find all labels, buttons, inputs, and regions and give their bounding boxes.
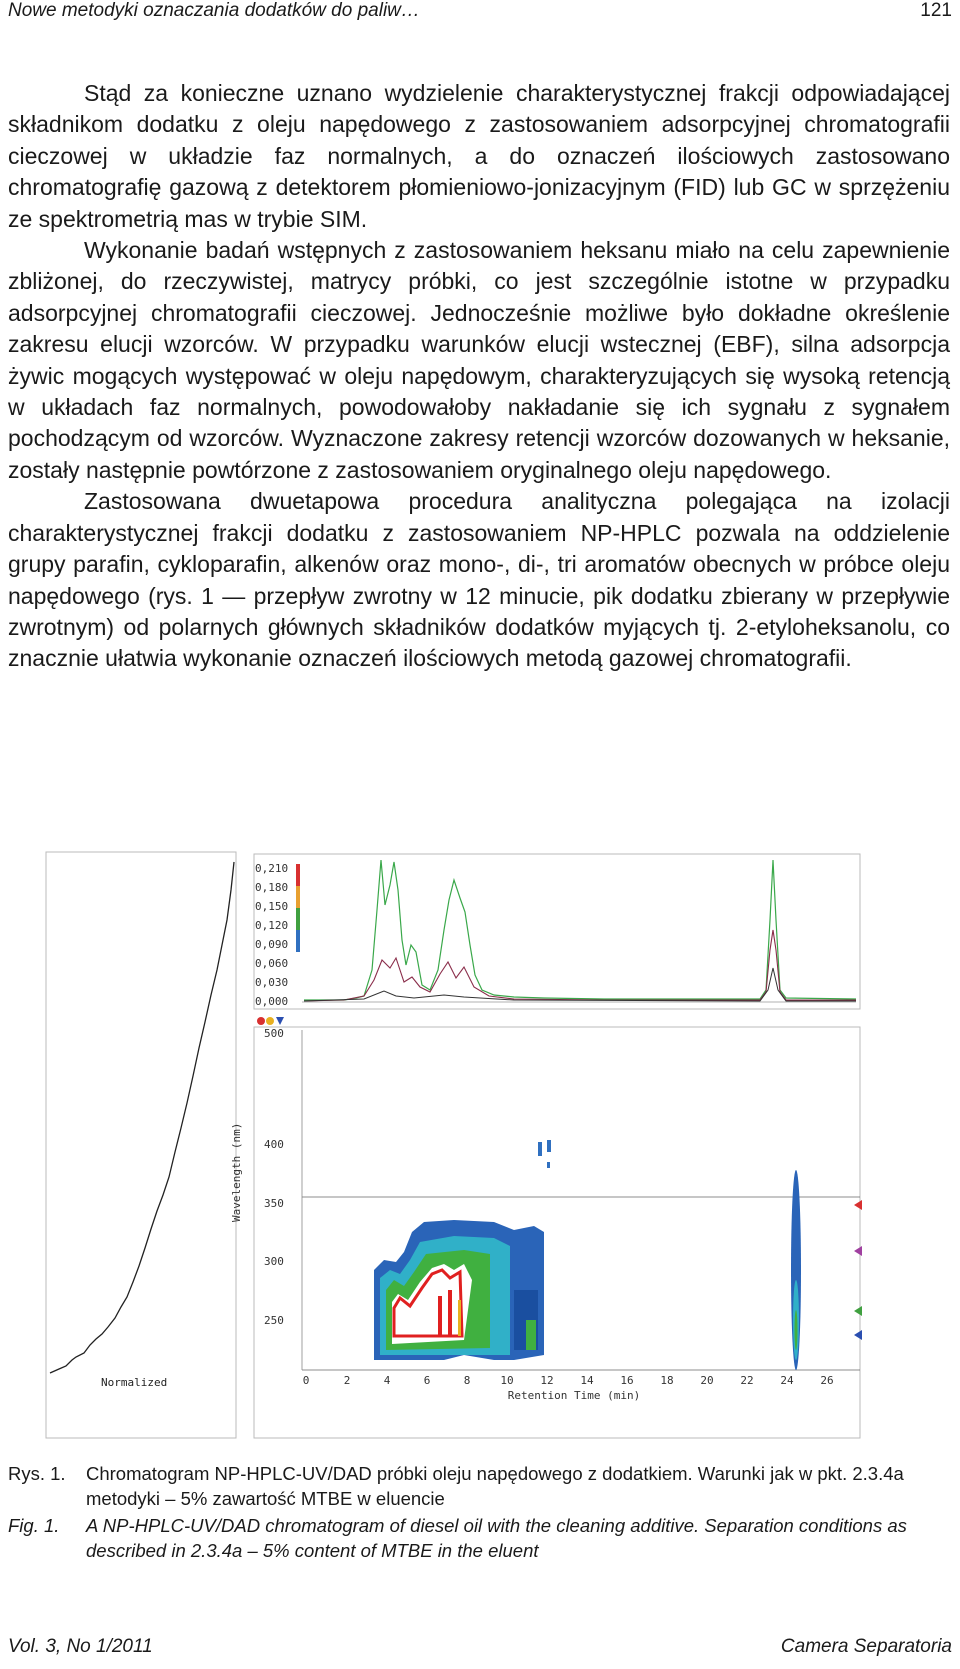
top-tick-7: 0,000 <box>255 995 289 1008</box>
top-tick-4: 0,090 <box>255 938 289 951</box>
spectrum-label: Normalized <box>101 1376 168 1389</box>
wl-tick-400: 400 <box>264 1138 284 1151</box>
time-tick-14: 14 <box>580 1374 594 1387</box>
time-axis-label: Retention Time (min) <box>507 1389 641 1402</box>
caption-en-text: A NP-HPLC-UV/DAD chromatogram of diesel oil with the cleaning additive. Separation conditions as described in 2.3.4a – 5% content of MTBE in the eluent <box>86 1515 907 1561</box>
time-tick-18: 18 <box>660 1374 674 1387</box>
footer-journal: Camera Separatoria <box>780 1636 952 1657</box>
marker-yellow <box>266 1017 274 1025</box>
paragraph-3: Zastosowana dwuetapowa procedura analityczna polegająca na izolacji charakterystycznej frakcji dodatku z zastosowaniem NP-HPLC pozwala na oddzielenie grupy parafin, cykloparafin, alkenów oraz mono-, di-, tri aromatów obecnych w próbce oleju napędowego (rys. 1 — przepływ zwrotny w 12 minucie, pik dodatku zbierany w przepływie zwrotnym) od polarnych głównych składników dodatków myjących tj. 2-etyloheksanolu, co znacznie ułatwia wykonanie oznaczeń ilościowych metodą gazowej chromatografii. <box>8 488 950 672</box>
time-tick-6: 6 <box>423 1374 431 1387</box>
top-tick-3: 0,120 <box>255 919 289 932</box>
wl-tick-350: 350 <box>264 1197 284 1210</box>
time-tick-20: 20 <box>700 1374 714 1387</box>
running-header <box>8 0 952 28</box>
chromatogram-svg <box>44 850 916 1440</box>
paragraph-1: Stąd za konieczne uznano wydzielenie charakterystycznej frakcji odpowiadającej składnikom dodatku z oleju napędowego z zastosowaniem adsorpcyjnej chromatografii cieczowej w układzie faz normalnych, a do oznaczeń ilościowych zastosowano chromatografię gazową z detektorem płomieniowo-jonizacyjnym (FID) lub GC w sprzężeniu ze spektrometrią mas w trybie SIM. <box>8 80 950 232</box>
wavelength-label: Wavelength (nm) <box>230 1122 243 1222</box>
time-tick-10: 10 <box>500 1374 514 1387</box>
time-tick-8: 8 <box>463 1374 471 1387</box>
time-tick-16: 16 <box>620 1374 634 1387</box>
top-tick-0: 0,210 <box>255 862 289 875</box>
caption-english <box>8 1513 952 1563</box>
time-tick-26: 26 <box>820 1374 834 1387</box>
figure-caption <box>8 1461 952 1563</box>
footer-volume: Vol. 3, No 1/2011 <box>8 1636 153 1657</box>
wl-tick-500: 500 <box>264 1027 284 1040</box>
running-title: Nowe metodyki oznaczania dodatków do paliw… <box>8 0 420 21</box>
caption-polish <box>8 1461 952 1511</box>
chromatogram-figure <box>44 850 916 1440</box>
top-tick-6: 0,030 <box>255 976 289 989</box>
time-tick-24: 24 <box>780 1374 794 1387</box>
caption-en-label: Fig. 1. <box>8 1515 60 1536</box>
time-tick-0: 0 <box>302 1374 310 1387</box>
time-tick-12: 12 <box>540 1374 554 1387</box>
top-tick-5: 0,060 <box>255 957 289 970</box>
marker-red <box>257 1017 265 1025</box>
top-tick-2: 0,150 <box>255 900 289 913</box>
caption-pl-text: Chromatogram NP-HPLC-UV/DAD próbki oleju napędowego z dodatkiem. Warunki jak w pkt. 2.3.4a metodyki – 5% zawartość MTBE w eluencie <box>86 1463 904 1509</box>
paragraph-2: Wykonanie badań wstępnych z zastosowaniem heksanu miało na celu zapewnienie zbliżonej, do rzeczywistej, matrycy próbki, co jest szczególnie istotne w przypadku adsorpcyjnej chromatografii cieczowej. Jednocześnie możliwe było dokładne określenie zakresu elucji wzorców. W przypadku warunków elucji wstecznej (EBF), silna adsorpcja żywic mogących występować w oleju napędowym, charakteryzujących się wysoką retencją w układach faz normalnych, powodowałoby nakładanie się ich sygnału z sygnałem pochodzącym od wzorców. Wyznaczone zakresy retencji wzorców dozowanych w heksanie, zostały następnie powtórzone z zastosowaniem oryginalnego oleju napędowego. <box>8 237 950 483</box>
top-tick-1: 0,180 <box>255 881 289 894</box>
caption-pl-label: Rys. 1. <box>8 1463 66 1484</box>
time-tick-22: 22 <box>740 1374 754 1387</box>
body-text <box>8 78 950 675</box>
page-number: 121 <box>920 0 952 21</box>
time-tick-4: 4 <box>383 1374 391 1387</box>
time-tick-2: 2 <box>343 1374 351 1387</box>
wl-tick-300: 300 <box>264 1255 284 1268</box>
wl-tick-250: 250 <box>264 1314 284 1327</box>
